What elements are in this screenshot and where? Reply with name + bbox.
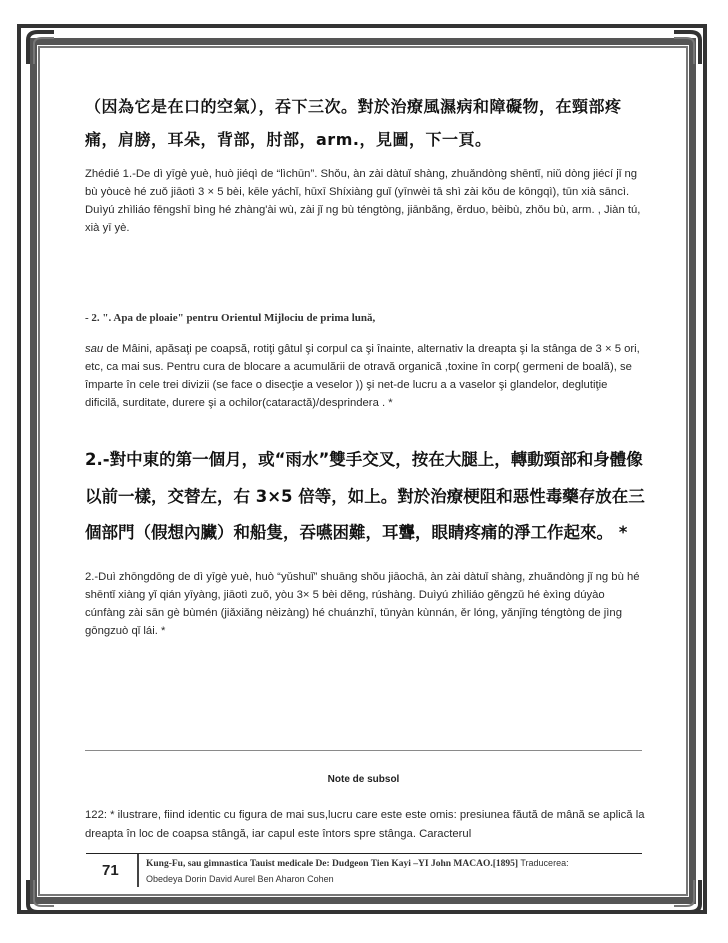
pinyin-paragraph-2: 2.-Duì zhōngdōng de dì yīgè yuè, huò “yǔshuǐ” shuāng shǒu jiāochā, àn zài dàtuǐ shàng, zhuǎndòng jǐ ng bù hé shēntǐ xiàng yǐ qián yīyàng, jiāotì zuǒ, yòu 3× 5 bèi děng, rúshàng. Duìyú zhìliáo gěngzǔ hé èxìng dúyào cúnfàng zài sān gè bùmén (jiǎxiǎng nèizàng) hé chuánzhī, tūnyàn kùnnán, ěr lóng, yǎnjīng téngtòng de jìng gōngzuò qǐ lái. * <box>85 571 640 637</box>
pinyin-paragraph-1: Zhédié 1.-De dì yīgè yuè, huò jiéqì de “lìchūn”. Shǒu, àn zài dàtuǐ shàng, zhuǎndòng shēntǐ, niǔ dòng jiécí jǐ ng bù yòucè hé zuǒ jiāotì 3 × 5 bèi, kēle yáchǐ, hūxī Shíxiàng guǐ (yīnwèi tā shì zài kǒu de kōngqì), tūn xià sāncì. Duìyú zhìliáo fēngshī bìng hé zhàng'ài wù, zài jǐ ng bù téngtòng, jiānbǎng, ěrduo, bèibù, zhǒu bù, arm. , Jiàn tú, xià yī yè. <box>85 168 641 234</box>
chinese-paragraph-2: 2.-對中東的第一個月，或“雨水”雙手交叉，按在大腿上，轉動頸部和身體像以前一樣，交替左，右 3×5 倍等，如上。對於治療梗阻和惡性毒藥存放在三個部門（假想內臟）和船隻，吞嚥困難，耳聾，眼睛疼痛的淨工作起來。 * <box>85 450 645 542</box>
footnote-divider <box>85 750 642 751</box>
corner-ornament-icon <box>26 880 54 914</box>
footnote-text: 122: * ilustrare, fiind identic cu figura de mai sus,lucru care este este omis: presiunea făută de mână se aplică la dreapta în loc de coapsa stângă, iar capul este întors spre stânga. Caracterul <box>85 809 645 840</box>
page-content <box>85 90 645 640</box>
footnotes-title: Note de subsol <box>327 774 400 785</box>
corner-ornament-icon <box>674 880 702 914</box>
romanian-italic-word: sau <box>85 343 104 355</box>
chinese-paragraph-1: （因為它是在口的空氣），吞下三次。對於治療風濕病和障礙物，在頸部疼痛，肩膀，耳朵，背部，肘部，arm.，見圖，下一頁。 <box>85 97 622 149</box>
footer-translator-label: Traducerea: <box>518 858 569 868</box>
footer-divider <box>137 854 139 887</box>
romanian-paragraph <box>85 340 645 412</box>
page-number: 71 <box>102 862 119 879</box>
romanian-heading: - 2. ". Apa de ploaie" pentru Orientul Mijlociu de prima lună, <box>85 312 376 324</box>
corner-ornament-icon <box>26 30 54 64</box>
corner-ornament-icon <box>674 30 702 64</box>
footer-book-title: Kung-Fu, sau gimnastica Tauist medicale De: Dudgeon Tien Kayi –YI John MACAO.[1895] <box>146 859 519 869</box>
romanian-paragraph-text: de Mâini, apăsaţi pe coapsă, rotiţi gâtul şi corpul ca şi înainte, alternativ la dreapta şi la stânga de 3 × 5 ori, etc, ca mai sus. Pentru cura de blocare a acumulării de otravă organică ,toxine în corp( germeni de boală), se împarte în cele trei divizii (se face o disecţie a veselor )) şi net-de lucru a a vaselor şi glandelor, deglutiţie dificilă, surditate, durere şi a ochilor(cataractă)/desprindera . * <box>85 343 640 409</box>
footer-text <box>146 856 642 888</box>
page-footer <box>86 853 642 887</box>
footer-translator-name: Obedeya Dorin David Aurel Ben Aharon Cohen <box>146 874 334 884</box>
